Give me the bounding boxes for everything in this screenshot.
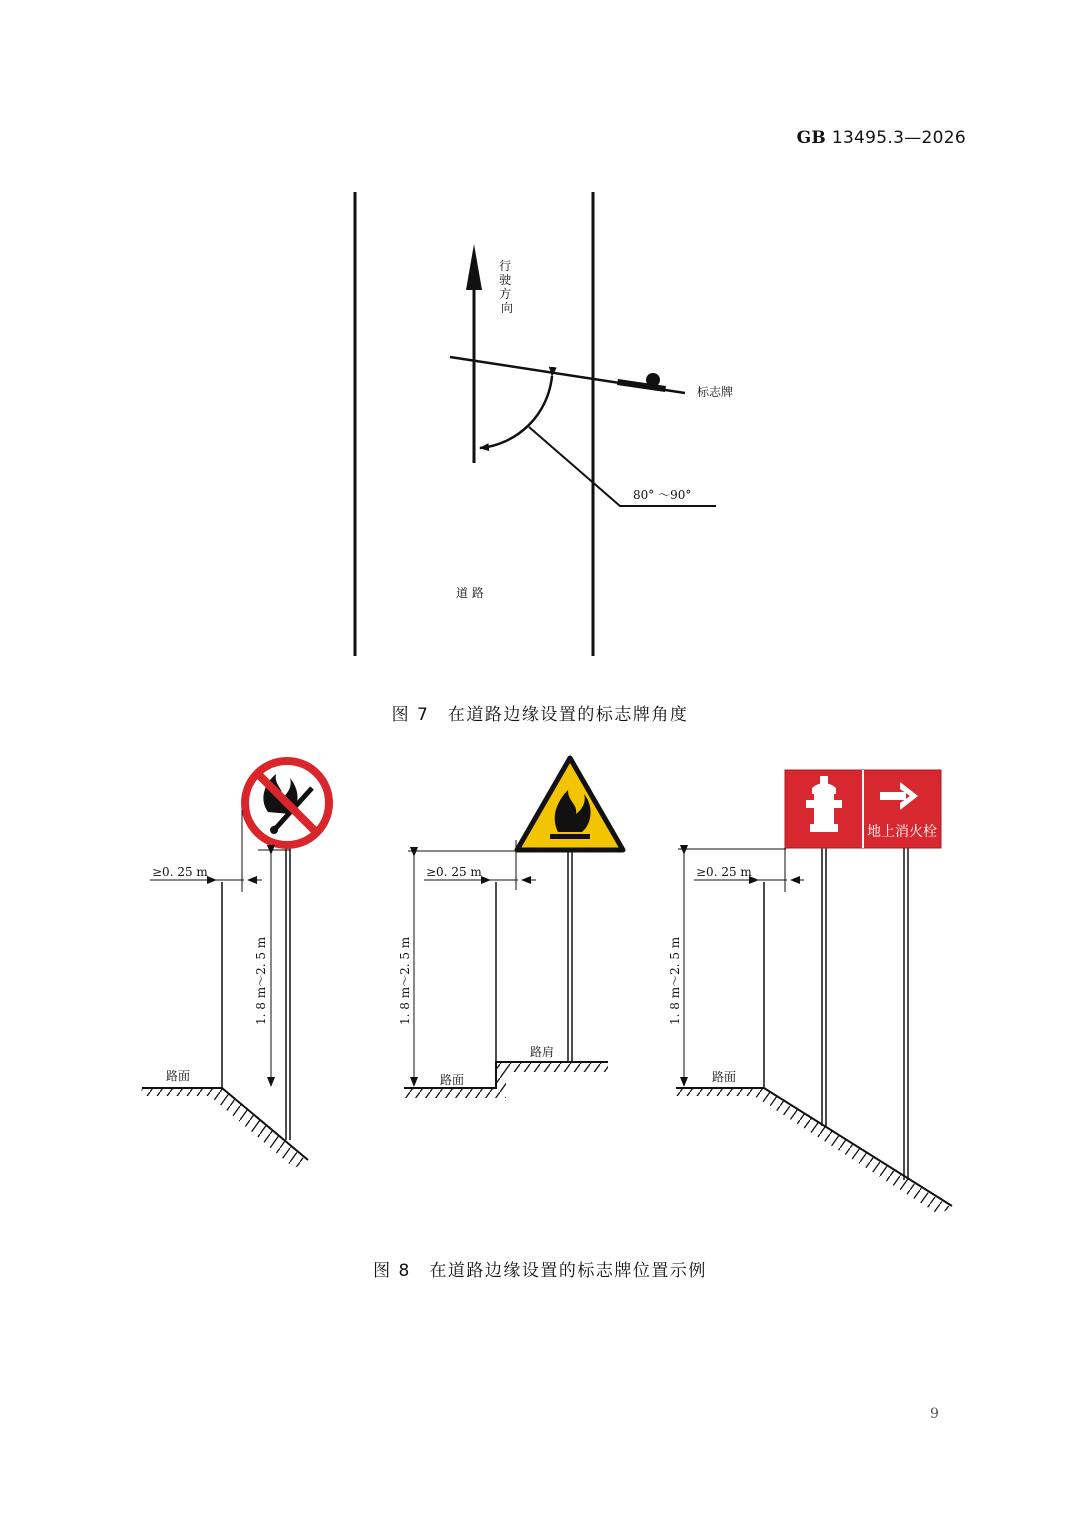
hydrant-sign-text: 地上消火栓 [867,824,937,840]
figure-7-diagram [355,192,733,656]
road-surface-label: 路面 [440,1073,465,1087]
standard-number: 13495.3—2026 [831,128,966,148]
road-surface-label: 路面 [166,1069,191,1083]
figure-8-example-1 [140,761,329,1168]
ground-hatch [404,1062,608,1098]
flammable-warning-sign [517,758,623,850]
angle-label: 80° ～90° [633,488,692,502]
clearance-label: ≥0. 25 m [696,865,752,879]
height-label: 1. 8 m～2. 5 m [254,936,268,1025]
sign-label: 标志牌 [697,385,734,399]
height-label: 1. 8 m～2. 5 m [398,936,412,1025]
ground-hatch [674,1088,952,1214]
ground-hatch [140,1088,308,1168]
no-open-flame-sign [245,761,329,845]
figure-8-example-2 [398,758,623,1098]
road-label: 道 路 [456,586,484,600]
shoulder-label: 路肩 [530,1045,555,1059]
fire-hydrant-sign [785,770,941,848]
figure-8-example-3 [668,770,952,1214]
clearance-label: ≥0. 25 m [152,865,208,879]
clearance-label: ≥0. 25 m [426,865,482,879]
figure-8-caption: 图 8 在道路边缘设置的标志牌位置示例 [373,1261,707,1281]
driving-direction-label: 行 驶 方 向 [499,259,514,315]
sign-symbol [617,373,666,392]
standard-prefix: GB [796,128,827,148]
driving-direction-arrow [466,244,482,463]
figure-7-caption: 图 7 在道路边缘设置的标志牌角度 [391,705,689,725]
height-label: 1. 8 m～2. 5 m [668,936,682,1025]
page-number: 9 [930,1406,939,1422]
road-surface-label: 路面 [712,1070,737,1084]
